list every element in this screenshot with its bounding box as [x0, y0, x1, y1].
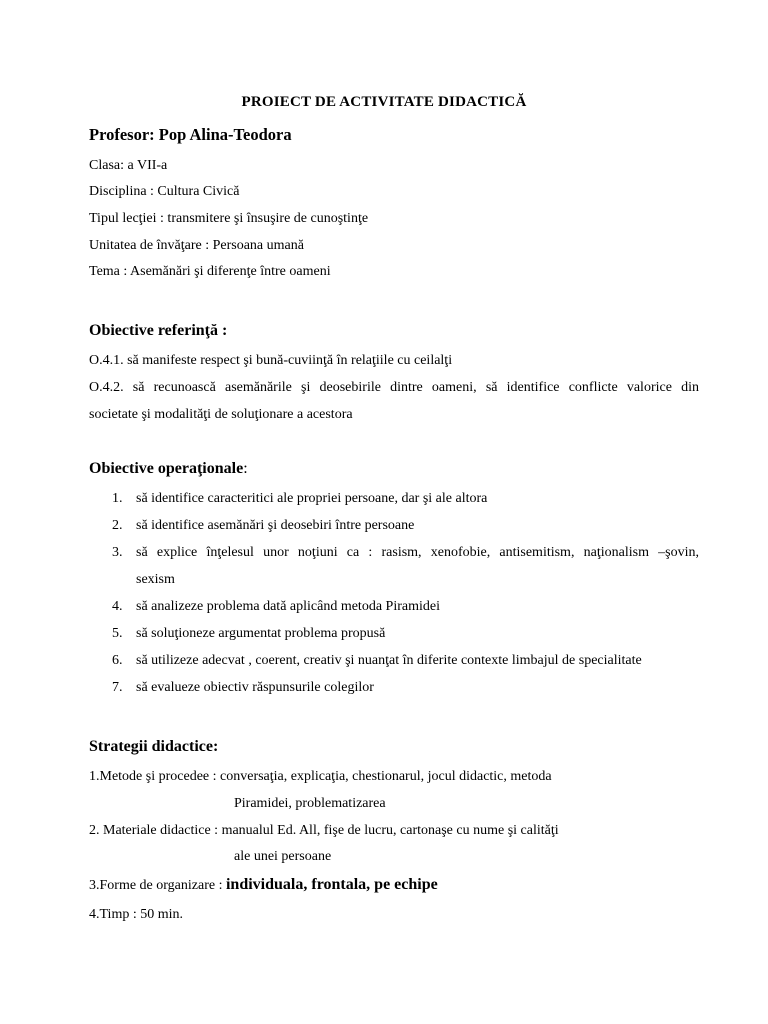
- info-lesson-type: Tipul lecţiei : transmitere şi însuşire de cunoştinţe: [89, 211, 369, 226]
- operational-objectives-heading-colon: :: [243, 460, 248, 477]
- list-text: să utilizeze adecvat , coerent, creativ şi nuanţat în diferite contexte limbajul de specialitate: [136, 653, 642, 668]
- strategy-time: 4.Timp : 50 min.: [89, 907, 184, 922]
- list-text: să identifice asemănări şi deosebiri între persoane: [136, 518, 415, 533]
- reference-objective: O.4.2. să recunoască asemănările şi deosebirile dintre oameni, să identifice conflicte valorice din: [89, 380, 699, 395]
- teacher-name: Profesor: Pop Alina-Teodora: [89, 125, 292, 144]
- info-theme: Tema : Asemănări şi diferenţe între oameni: [89, 264, 331, 279]
- list-item: [112, 598, 440, 616]
- list-number: 3.: [112, 545, 123, 560]
- strategy-methods: [89, 768, 552, 786]
- list-number: 6.: [112, 653, 123, 668]
- operational-objectives-heading: [89, 460, 248, 478]
- list-item-continuation: sexism: [136, 572, 175, 587]
- strategy-materials: [89, 822, 559, 840]
- operational-objectives-heading-text: Obiective operaţionale: [89, 460, 244, 477]
- list-text: să soluţioneze argumentat problema propusă: [136, 626, 386, 641]
- strategies-heading: Strategii didactice:: [89, 738, 219, 755]
- strategy-materials-text: manualul Ed. All, fişe de lucru, cartonaşe cu nume şi calităţi: [221, 823, 559, 838]
- reference-objectives-heading: Obiective referinţă :: [89, 322, 228, 339]
- list-text: să evalueze obiectiv răspunsurile colegilor: [136, 680, 374, 695]
- list-number: 4.: [112, 599, 123, 614]
- strategy-methods-label: 1.Metode şi procedee :: [89, 769, 221, 784]
- list-text: să explice înţelesul unor noţiuni ca : rasism, xenofobie, antisemitism, naţionalism –şovin,: [136, 545, 699, 560]
- list-item: [112, 679, 374, 697]
- list-item: [112, 517, 415, 535]
- strategy-materials-label: 2. Materiale didactice :: [89, 823, 222, 838]
- list-number: 1.: [112, 491, 123, 506]
- reference-objective: O.4.1. să manifeste respect şi bună-cuviinţă în relaţiile cu ceilalţi: [89, 353, 453, 368]
- strategy-forms-text: individuala, frontala, pe echipe: [225, 876, 438, 893]
- strategy-forms-label: 3.Forme de organizare :: [89, 878, 226, 893]
- info-class: Clasa: a VII-a: [89, 158, 168, 173]
- strategy-materials-continuation: ale unei persoane: [234, 849, 332, 864]
- list-number: 5.: [112, 626, 123, 641]
- reference-objective-continuation: societate şi modalităţi de soluţionare a acestora: [89, 407, 353, 422]
- info-learning-unit: Unitatea de învăţare : Persoana umană: [89, 238, 304, 253]
- info-discipline: Disciplina : Cultura Civică: [89, 184, 240, 199]
- list-item: [112, 490, 488, 508]
- list-number: 7.: [112, 680, 123, 695]
- list-item: [112, 544, 699, 562]
- list-item: [112, 652, 642, 670]
- list-item: [112, 625, 386, 643]
- document-title: PROIECT DE ACTIVITATE DIDACTICĂ: [241, 94, 527, 110]
- list-text: să analizeze problema dată aplicând metoda Piramidei: [136, 599, 440, 614]
- list-text: să identifice caracteritici ale propriei persoane, dar şi ale altora: [136, 491, 488, 506]
- strategy-methods-continuation: Piramidei, problematizarea: [234, 796, 386, 811]
- strategy-forms: [89, 876, 438, 895]
- list-number: 2.: [112, 518, 123, 533]
- strategy-methods-text: conversaţia, explicaţia, chestionarul, jocul didactic, metoda: [220, 769, 552, 784]
